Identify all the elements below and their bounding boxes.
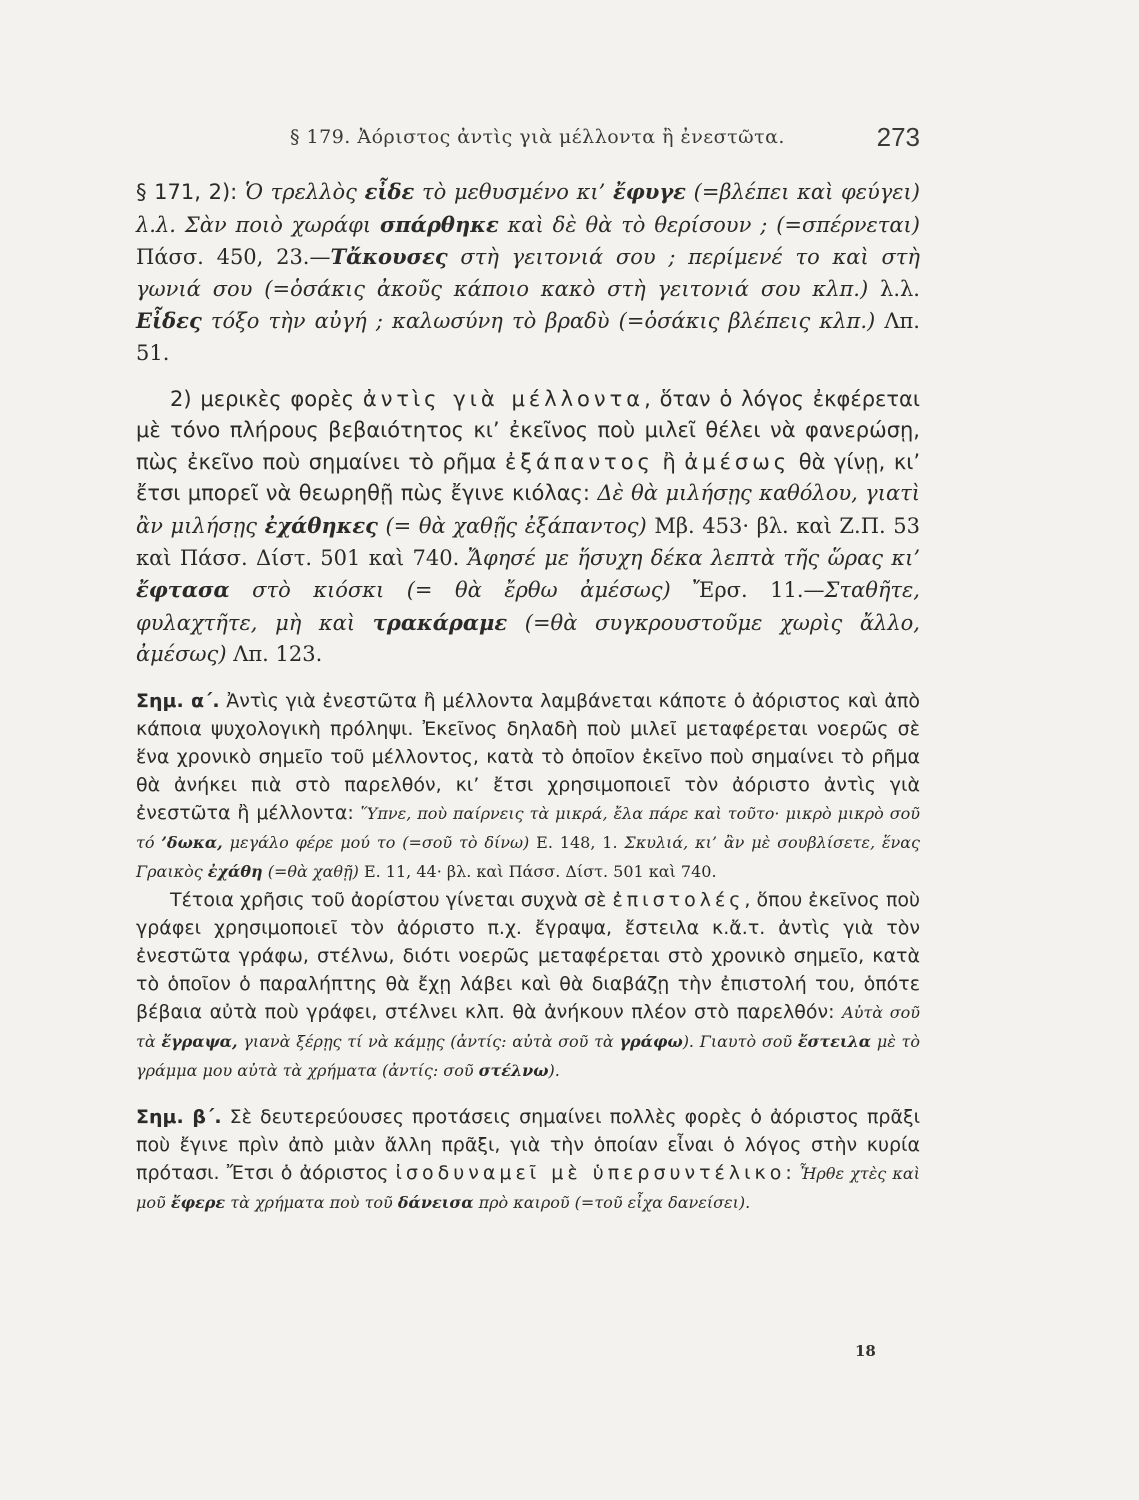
- paragraph-2: 2) μερικὲς φορὲς ἀντὶς γιὰ μέλλοντα, ὅταν ὁ λόγος ἐκφέρεται μὲ τόνο πλήρους βεβαιότητος κι’ ἐκεῖνος ποὺ μιλεῖ θέλει νὰ φανερώσῃ, πὼς ἐκεῖνο ποὺ σημαίνει τὸ ρῆμα ἐξάπαντος ἢ ἀμέσως θὰ γίνῃ, κι’ ἔτσι μπορεῖ νὰ θεωρηθῇ πὼς ἔγινε κιόλας: Δὲ θὰ μιλήσῃς καθόλου, γιατὶ ἂν μιλήσῃς ἐχάθηκες (= θὰ χαθῇς ἐξάπαντος) Μβ. 453· βλ. καὶ Ζ.Π. 53 καὶ Πάσσ. Δίστ. 501 καὶ 740. Ἄφησέ με ἥσυχη δέκα λεπτὰ τῆς ὥρας κι’ ἔφτασα στὸ κιόσκι (= θὰ ἔρθω ἀμέσως) Ἔρσ. 11.—Σταθῆτε, φυλαχτῆτε, μὴ καὶ τρακάραμε (=θὰ συγκρουστοῦμε χωρὶς ἄλλο, ἀμέσως) Λπ. 123.: [136, 386, 920, 667]
- page-header: [150, 122, 920, 156]
- paragraph-171: § 171, 2): Ὁ τρελλὸς εἶδε τὸ μεθυσμένο κι’ ἔφυγε (=βλέπει καὶ φεύγει) λ.λ. Σὰν ποιὸ χωράφι σπάρθηκε καὶ δὲ θὰ τὸ θερίσουν ; (=σπέρνεται) Πάσσ. 450, 23.—Τἄκουσες στὴ γειτονιά σου ; περίμενέ το καὶ στὴ γωνιά σου (=ὁσάκις ἀκοῦς κάποιο κακὸ στὴ γειτονιά σου κλπ.) λ.λ. Εἶδες τόξο τὴν αὐγή ; καλωσύνη τὸ βραδὺ (=ὁσάκις βλέπεις κλπ.) Λπ. 51.: [136, 179, 920, 365]
- note-beta: Σημ. β΄. Σὲ δευτερεύουσες προτάσεις σημαίνει πολλὲς φορὲς ὁ ἀόριστος πρᾶξι ποὺ ἔγινε πρὶν ἀπὸ μιὰν ἄλλη πρᾶξι, γιὰ τὴν ὁποίαν εἶναι ὁ λόγος στὴν κυρία πρότασι. Ἔτσι ὁ ἀόριστος ἰσοδυναμεῖ μὲ ὑπερσυντέλικο: Ἦρθε χτὲς καὶ μοῦ ἔφερε τὰ χρήματα ποὺ τοῦ δάνεισα πρὸ καιροῦ (=τοῦ εἶχα δανείσει).: [136, 1105, 921, 1212]
- page-number: 273: [876, 122, 920, 152]
- section-ref: § 171, 2):: [136, 180, 245, 204]
- note-alpha: Σημ. α΄. Ἀντὶς γιὰ ἐνεστῶτα ἢ μέλλοντα λαμβάνεται κάποτε ὁ ἀόριστος καὶ ἀπὸ κάποια ψυχολογικὴ πρόληψι. Ἐκεῖνος δηλαδὴ ποὺ μιλεῖ μεταφέρεται νοερῶς σὲ ἕνα χρονικὸ σημεῖο τοῦ μέλλοντος, κατὰ τὸ ὁποῖον ἐκεῖνο ποὺ σημαίνει τὸ ρῆμα θὰ ἀνήκει πιὰ στὸ παρελθόν, κι’ ἔτσι χρησιμοποιεῖ τὸν ἀόριστο ἀντὶς γιὰ ἐνεστῶτα ἢ μέλλοντα: Ὕπνε, ποὺ παίρνεις τὰ μικρά, ἔλα πάρε καὶ τοῦτο· μικρὸ μικρὸ σοῦ τό ’δωκα, μεγάλο φέρε μού το (=σοῦ τὸ δίνω) Ε. 148, 1. Σκυλιά, κι’ ἂν μὲ σουβλίσετε, ἕνας Γραικὸς ἐχάθη (=θὰ χαθῇ) Ε. 11, 44· βλ. καὶ Πάσσ. Δίστ. 501 καὶ 740.: [136, 689, 920, 881]
- signature-mark: 18: [855, 1342, 876, 1360]
- note-alpha-letters: Τέτοια χρῆσις τοῦ ἀορίστου γίνεται συχνὰ σὲ ἐπιστολές, ὅπου ἐκεῖνος ποὺ γράφει χρησιμοποιεῖ τὸν ἀόριστο π.χ. ἔγραψα, ἔστειλα κ.ἄ.τ. ἀντὶς γιὰ τὸν ἐνεστῶτα γράφω, στέλνω, διότι νοερῶς μεταφέρεται στὸ χρονικὸ σημεῖο, κατὰ τὸ ὁποῖον ὁ παραλήπτης θὰ ἔχῃ λάβει καὶ θὰ διαβάζῃ τὴν ἐπιστολή του, ὁπότε βέβαια αὐτὰ ποὺ γράφει, στέλνει κλπ. θὰ ἀνήκουν πλέον στὸ παρελθόν: Αὐτὰ σοῦ τὰ ἔγραψα, γιανὰ ξέρῃς τί νὰ κάμῃς (ἀντίς: αὐτὰ σοῦ τὰ γράφω). Γιαυτὸ σοῦ ἔστειλα μὲ τὸ γράμμα μου αὐτὰ τὰ χρήματα (ἀντίς: σοῦ στέλνω).: [136, 888, 921, 1080]
- running-head: § 179. Ἀόριστος ἀντὶς γιὰ μέλλοντα ἢ ἐνεστῶτα.: [290, 126, 785, 148]
- note-alpha-label: Σημ. α΄.: [136, 689, 220, 712]
- note-beta-label: Σημ. β΄.: [136, 1105, 222, 1128]
- page-body: [136, 176, 920, 1217]
